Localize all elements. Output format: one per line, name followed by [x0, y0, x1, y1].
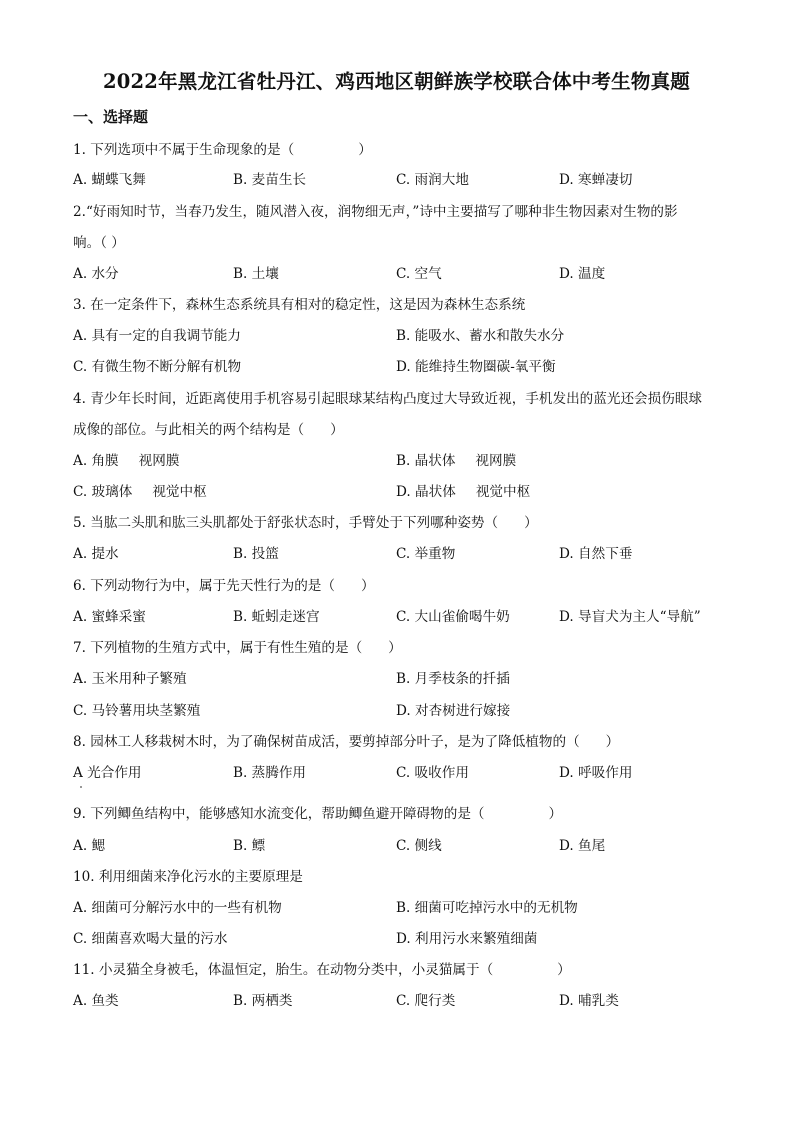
question-8-option-b[interactable]: B. 蒸腾作用 [233, 765, 307, 781]
question-4-option-a[interactable]: A. 角膜 视网膜 [73, 453, 180, 469]
question-10-stem: 10. 利用细菌来净化污水的主要原理是 [73, 869, 303, 885]
question-4-stem-line-1: 4. 青少年长时间，近距离使用手机容易引起眼球某结构凸度过大导致近视，手机发出的蓝光还会损伤眼球 [73, 391, 703, 407]
question-3-stem: 3. 在一定条件下，森林生态系统具有相对的稳定性，这是因为森林生态系统 [73, 297, 526, 313]
question-11-option-b[interactable]: B. 两栖类 [233, 993, 293, 1009]
question-1-option-b[interactable]: B. 麦苗生长 [233, 172, 307, 188]
question-10-option-c[interactable]: C. 细菌喜欢喝大量的污水 [73, 931, 228, 947]
question-4-option-d[interactable]: D. 晶状体 视觉中枢 [396, 484, 531, 500]
question-5-option-c[interactable]: C. 举重物 [396, 546, 456, 562]
question-10-option-d[interactable]: D. 利用污水来繁殖细菌 [396, 931, 538, 947]
question-1-stem: 1. 下列选项中不属于生命现象的是（ ） [73, 142, 372, 158]
exam-title: 2022年黑龙江省牡丹江、鸡西地区朝鲜族学校联合体中考生物真题 [103, 70, 690, 93]
question-10-option-b[interactable]: B. 细菌可吃掉污水中的无机物 [396, 900, 578, 916]
question-9-option-a[interactable]: A. 鳃 [73, 838, 106, 854]
question-8-stem: 8. 园林工人移栽树木时，为了确保树苗成活，要剪掉部分叶子，是为了降低植物的（ ） [73, 734, 620, 750]
question-6-option-d[interactable]: D. 导盲犬为主人“导航” [559, 609, 701, 625]
question-3-option-b[interactable]: B. 能吸水、蓄水和散失水分 [396, 328, 565, 344]
question-4-option-b[interactable]: B. 晶状体 视网膜 [396, 453, 517, 469]
question-3-option-c[interactable]: C. 有微生物不断分解有机物 [73, 359, 242, 375]
question-10-option-a[interactable]: A. 细菌可分解污水中的一些有机物 [73, 900, 282, 916]
question-9-option-b[interactable]: B. 鳔 [233, 838, 266, 854]
question-2-option-b[interactable]: B. 土壤 [233, 266, 279, 282]
question-5-option-a[interactable]: A. 提水 [73, 546, 119, 562]
question-7-option-c[interactable]: C. 马铃薯用块茎繁殖 [73, 703, 201, 719]
question-11-option-d[interactable]: D. 哺乳类 [559, 993, 619, 1009]
question-1-option-a[interactable]: A. 蝴蝶飞舞 [73, 172, 146, 188]
question-7-option-a[interactable]: A. 玉米用种子繁殖 [73, 671, 187, 687]
question-6-stem: 6. 下列动物行为中，属于先天性行为的是（ ） [73, 578, 375, 594]
question-11-option-c[interactable]: C. 爬行类 [396, 993, 456, 1009]
question-11-stem: 11. 小灵猫全身被毛，体温恒定，胎生。在动物分类中，小灵猫属于（ ） [73, 962, 571, 978]
question-5-option-d[interactable]: D. 自然下垂 [559, 546, 633, 562]
question-8-option-d[interactable]: D. 呼吸作用 [559, 765, 633, 781]
question-11-option-a[interactable]: A. 鱼类 [73, 993, 119, 1009]
question-6-option-a[interactable]: A. 蜜蜂采蜜 [73, 609, 146, 625]
question-9-option-c[interactable]: C. 侧线 [396, 838, 442, 854]
question-3-option-a[interactable]: A. 具有一定的自我调节能力 [73, 328, 241, 344]
question-7-stem: 7. 下列植物的生殖方式中，属于有性生殖的是（ ） [73, 640, 402, 656]
question-3-option-d[interactable]: D. 能维持生物圈碳-氧平衡 [396, 359, 556, 375]
question-2-option-d[interactable]: D. 温度 [559, 266, 606, 282]
question-2-option-a[interactable]: A. 水分 [73, 266, 119, 282]
scan-speck [80, 786, 82, 788]
question-9-stem: 9. 下列鲫鱼结构中，能够感知水流变化，帮助鲫鱼避开障碍物的是（ ） [73, 806, 563, 822]
question-7-option-d[interactable]: D. 对杏树进行嫁接 [396, 703, 511, 719]
question-2-stem-line-2: 响。（ ） [73, 235, 125, 251]
question-4-option-c[interactable]: C. 玻璃体 视觉中枢 [73, 484, 207, 500]
section-heading: 一、选择题 [73, 108, 149, 126]
question-8-option-a[interactable]: A 光合作用 [73, 765, 142, 781]
question-2-stem-line-1: 2.“好雨知时节，当春乃发生，随风潜入夜，润物细无声，”诗中主要描写了哪种非生物因素对生物的影 [73, 204, 678, 220]
question-4-stem-line-2: 成像的部位。与此相关的两个结构是（ ） [73, 422, 344, 438]
question-2-option-c[interactable]: C. 空气 [396, 266, 442, 282]
question-6-option-b[interactable]: B. 蚯蚓走迷宫 [233, 609, 320, 625]
question-9-option-d[interactable]: D. 鱼尾 [559, 838, 606, 854]
question-7-option-b[interactable]: B. 月季枝条的扦插 [396, 671, 510, 687]
question-5-stem: 5. 当肱二头肌和肱三头肌都处于舒张状态时，手臂处于下列哪种姿势（ ） [73, 515, 538, 531]
question-1-option-d[interactable]: D. 寒蝉凄切 [559, 172, 633, 188]
question-8-option-c[interactable]: C. 吸收作用 [396, 765, 469, 781]
question-1-option-c[interactable]: C. 雨润大地 [396, 172, 469, 188]
question-6-option-c[interactable]: C. 大山雀偷喝牛奶 [396, 609, 510, 625]
question-5-option-b[interactable]: B. 投篮 [233, 546, 279, 562]
